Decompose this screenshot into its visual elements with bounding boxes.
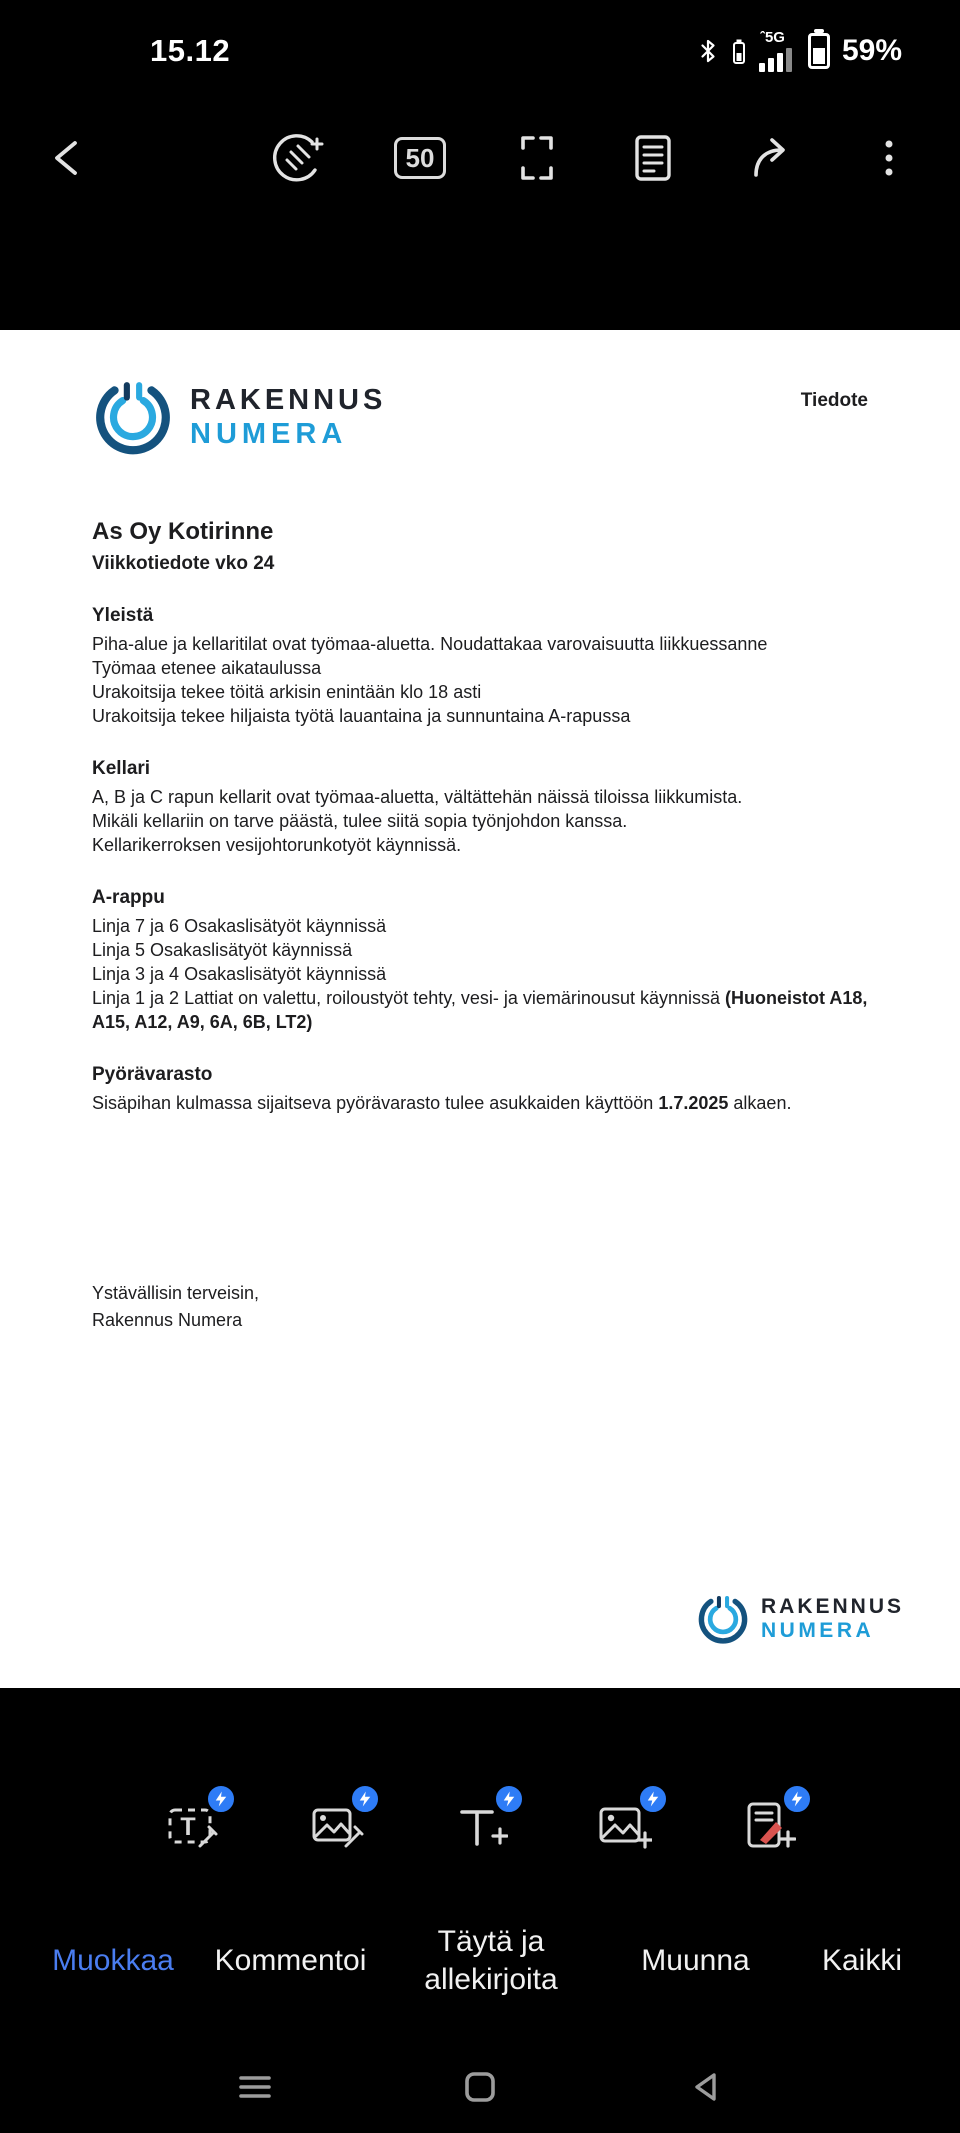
recognize-text-button[interactable] [740, 1798, 796, 1854]
clock-label: 15.12 [150, 33, 231, 68]
logo-text [190, 383, 386, 451]
svg-text:T: T [180, 1813, 196, 1841]
recents-icon [231, 2068, 279, 2106]
back-button[interactable] [40, 116, 98, 200]
tab-muokkaa[interactable]: Muokkaa [52, 1944, 174, 1977]
body-text-bold: (Huoneistot A18, A15, A12, A9, 6A, 6B, LT2) [92, 988, 868, 1032]
tab-kommentoi[interactable]: Kommentoi [214, 1944, 367, 1977]
share-icon [743, 130, 799, 186]
body-line [92, 1091, 868, 1115]
tiedote-badge: Tiedote [800, 390, 868, 411]
ai-badge-icon [205, 1783, 237, 1815]
more-options-button[interactable] [860, 116, 918, 200]
page-indicator: 50 [394, 137, 447, 179]
section-heading: Kellari [92, 758, 151, 779]
network-type-label: ˆ5G [759, 28, 785, 46]
add-image-button[interactable] [596, 1798, 652, 1854]
body-line: Kellarikerroksen vesijohtorunkotyöt käynnissä. [92, 835, 462, 855]
section-yleista [92, 605, 868, 728]
body-line: Mikäli kellariin on tarve päästä, tulee siitä sopia työnjohdon kanssa. [92, 811, 628, 831]
device-battery-icon [731, 36, 747, 66]
pdf-page [0, 330, 960, 1688]
logo-mark-icon [696, 1592, 750, 1646]
body-text: alkaen. [728, 1093, 792, 1113]
section-pyoravarasto [92, 1064, 868, 1115]
night-mode-icon [271, 130, 327, 186]
battery-icon [808, 33, 830, 69]
status-bar [0, 22, 960, 80]
edit-image-button[interactable] [308, 1798, 364, 1854]
closing-line: Ystävällisin terveisin, [92, 1283, 260, 1303]
bottom-tab-bar [0, 1916, 960, 2006]
more-options-icon [861, 130, 917, 186]
contents-icon [625, 130, 681, 186]
body-line: Piha-alue ja kellaritilat ovat työmaa-aluetta. Noudattakaa varovaisuutta liikkuessanne [92, 634, 768, 654]
logo-mark-icon [92, 376, 174, 458]
fit-screen-icon [509, 130, 565, 186]
section-kellari [92, 758, 868, 857]
section-a-rappu [92, 887, 868, 1034]
body-line [92, 986, 868, 1034]
add-text-button[interactable] [452, 1798, 508, 1854]
tab-tayta-ja-allekirjoita[interactable]: Täytä ja allekirjoita [424, 1925, 558, 1996]
section-heading: Yleistä [92, 605, 154, 626]
body-line: Urakoitsija tekee hiljaista työtä lauantaina ja sunnuntaina A-rapussa [92, 706, 631, 726]
ai-badge-icon [349, 1783, 381, 1815]
page-number-button[interactable] [391, 116, 449, 200]
body-line: Linja 5 Osakaslisätyöt käynnissä [92, 940, 353, 960]
signal-icon [759, 28, 792, 72]
section-heading: Pyörävarasto [92, 1064, 213, 1085]
section-heading: A-rappu [92, 887, 165, 908]
body-line: Urakoitsija tekee töitä arkisin enintään klo 18 asti [92, 682, 482, 702]
closing-line: Rakennus Numera [92, 1310, 243, 1330]
tab-muunna[interactable]: Muunna [641, 1944, 750, 1977]
edit-text-button[interactable] [164, 1798, 220, 1854]
doc-title: As Oy Kotirinne [92, 518, 274, 545]
logo-line2: NUMERA [760, 1619, 875, 1642]
logo-text [761, 1595, 904, 1643]
back-icon [41, 130, 97, 186]
document-viewer[interactable] [0, 330, 960, 1688]
ai-badge-icon [781, 1783, 813, 1815]
body-line: A, B ja C rapun kellarit ovat työmaa-aluetta, vältättehän näissä tiloissa liikkumista. [92, 787, 743, 807]
logo-line1: RAKENNUS [760, 1595, 904, 1618]
logo-line1: RAKENNUS [190, 384, 387, 416]
doc-subtitle: Viikkotiedote vko 24 [92, 553, 275, 574]
bluetooth-icon [697, 36, 719, 66]
recents-button[interactable] [231, 2041, 279, 2133]
company-logo [92, 376, 386, 458]
body-line: Linja 3 ja 4 Osakaslisätyöt käynnissä [92, 964, 387, 984]
page-header [92, 376, 868, 458]
body-line: Työmaa etenee aikataulussa [92, 658, 322, 678]
ai-badge-icon [637, 1783, 669, 1815]
back-nav-button[interactable] [681, 2041, 729, 2133]
contents-button[interactable] [624, 116, 682, 200]
body-text-bold: 1.7.2025 [658, 1093, 729, 1113]
home-button[interactable] [456, 2041, 504, 2133]
body-line: Linja 7 ja 6 Osakaslisätyöt käynnissä [92, 916, 387, 936]
body-text: Sisäpihan kulmassa sijaitseva pyörävarasto tulee asukkaiden käyttöön [92, 1093, 659, 1113]
footer-logo [696, 1592, 904, 1646]
home-icon [458, 2065, 502, 2109]
body-text: Linja 1 ja 2 Lattiat on valettu, roiloustyöt tehty, vesi- ja viemärinousut käynnissä [92, 988, 725, 1008]
ai-badge-icon [493, 1783, 525, 1815]
status-icons [697, 28, 902, 72]
back-nav-icon [685, 2067, 725, 2107]
tab-kaikki[interactable]: Kaikki [821, 1944, 903, 1977]
share-button[interactable] [742, 116, 800, 200]
logo-line2: NUMERA [190, 418, 348, 450]
fit-screen-button[interactable] [508, 116, 566, 200]
night-mode-button[interactable] [270, 116, 328, 200]
closing [92, 1280, 259, 1334]
battery-percent-label: 59% [841, 34, 902, 67]
top-toolbar [0, 116, 960, 200]
android-nav-bar [0, 2041, 960, 2133]
edit-tools-row [0, 1798, 960, 1854]
signal-bars-icon [759, 48, 792, 72]
